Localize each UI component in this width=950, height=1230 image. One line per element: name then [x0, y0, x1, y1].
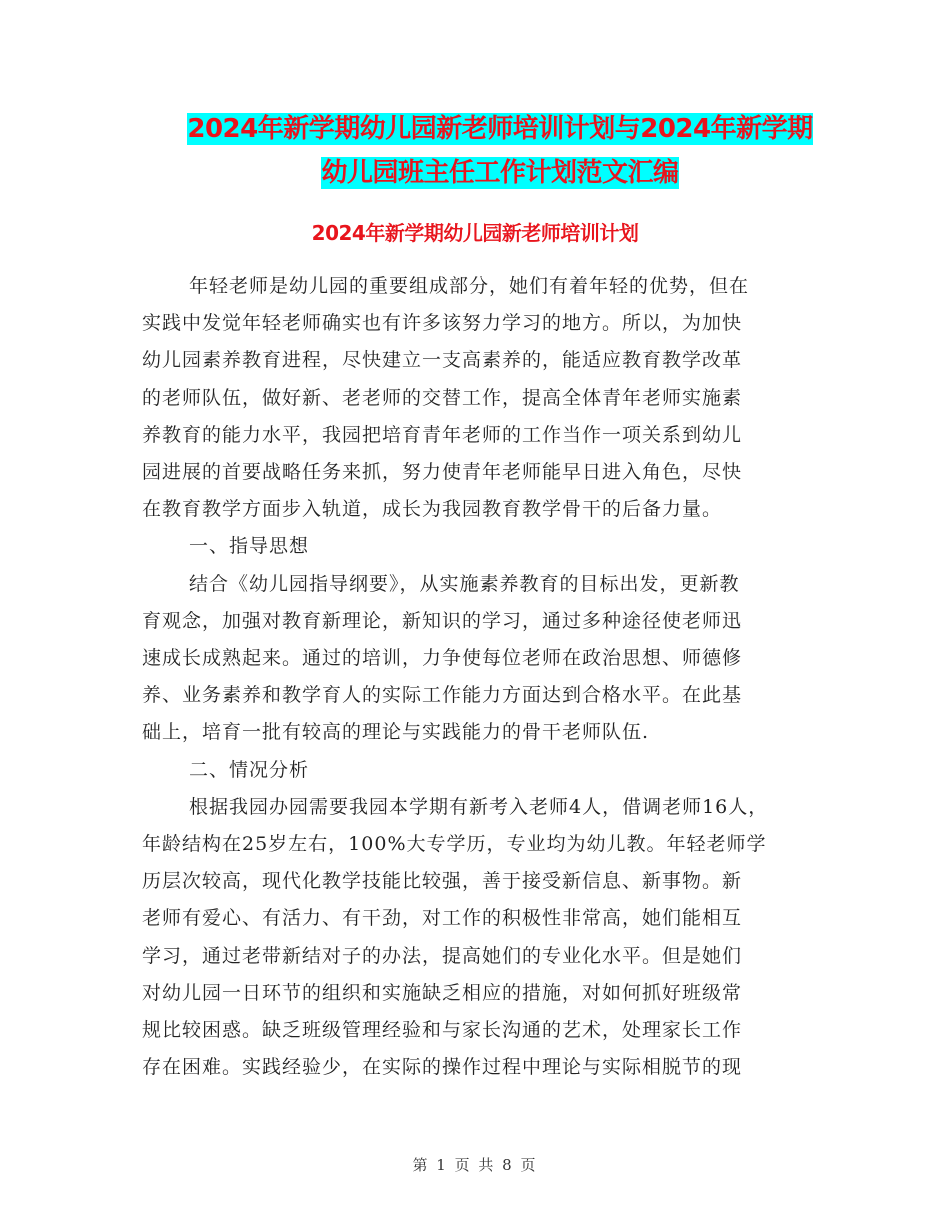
paragraph-situation-analysis: 根据我园办园需要我园本学期有新考入老师4人，借调老师16人， 年龄结构在25岁左右，100%大专学历，专业均为幼儿教。年轻老师学 历层次较高，现代化教学技能比较强，善于接受新信息、新事物。新 老师有爱心、有活力、有干劲，对工作的积极性非常高，她们能相互 学习，通过老带新结对子的办法，提高她们的专业化水平。但是她们 对幼儿园一日环节的组织和实施缺乏相应的措施，对如何抓好班级常 规比较困惑。缺乏班级管理经验和与家长沟通的艺术，处理家长工作 存在困难。实践经验少，在实际的操作过程中理论与实际相脱节的现: [142, 795, 769, 1079]
title-highlight-1: 2024年新学期幼儿园新老师培训计划与2024年新学期: [187, 114, 813, 144]
document-title-line-1: [100, 112, 900, 146]
heading-situation-analysis: 二、情况分析: [189, 758, 310, 781]
paragraph-guiding-ideology: 结合《幼儿园指导纲要》，从实施素养教育的目标出发，更新教 育观念，加强对教育新理论，新知识的学习，通过多种途径使老师迅 速成长成熟起来。通过的培训，力争使每位老师在政治思想、师德修 养、业务素养和教学育人的实际工作能力方面达到合格水平。在此基 础上，培育一批有较高的理论与实践能力的骨干老师队伍.: [142, 572, 743, 744]
heading-guiding-ideology: 一、指导思想: [189, 535, 310, 558]
title-highlight-2: 幼儿园班主任工作计划范文汇编: [321, 158, 679, 188]
paragraph-intro: 年轻老师是幼儿园的重要组成部分，她们有着年轻的优势，但在 实践中发觉年轻老师确实也有许多该努力学习的地方。所以，为加快 幼儿园素养教育进程，尽快建立一支高素养的，能适应教育教学改革 的老师队伍，做好新、老老师的交替工作，提高全体青年老师实施素 养教育的能力水平，我园把培育青年老师的工作当作一项关系到幼儿 园进展的首要战略任务来抓，努力使青年老师能早日进入角色，尽快 在教育教学方面步入轨道，成长为我园教育教学骨干的后备力量。: [142, 275, 750, 521]
page-footer: 第 1 页 共 8 页: [412, 1156, 538, 1174]
section-title: 2024年新学期幼儿园新老师培训计划: [311, 221, 639, 245]
document-title-line-2: [100, 156, 900, 190]
document-body: [142, 268, 822, 1086]
